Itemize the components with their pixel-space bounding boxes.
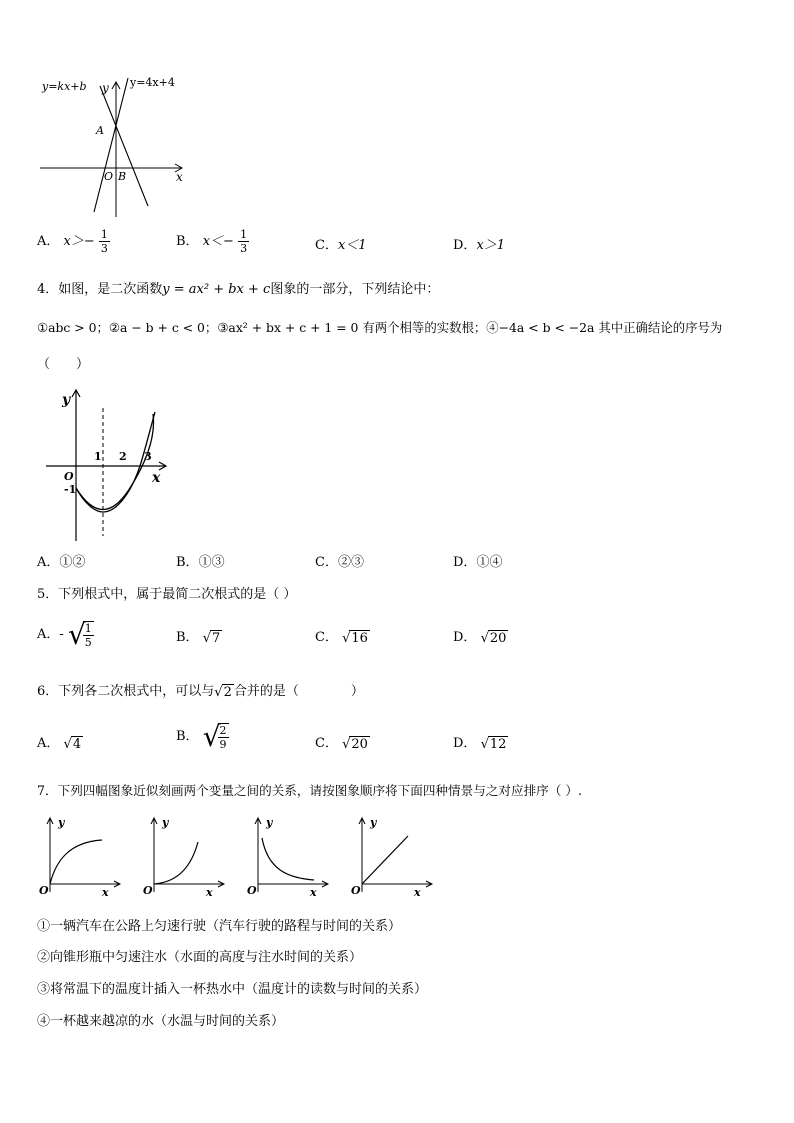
q7-g1-o: O (39, 884, 49, 897)
q7-g3-x: x (310, 886, 317, 898)
q7-scenario-2: ②向锥形瓶中匀速注水（水面的高度与注水时间的关系） (37, 950, 363, 965)
q7-graph-4 (348, 812, 438, 898)
q7-g3-y: y (266, 816, 273, 829)
q6-option-b: B． √ $\frac{2}{9}$ (176, 720, 227, 753)
q4-option-b: B．①③ (176, 555, 225, 570)
q4-option-a: A．①② (37, 555, 86, 570)
q7-g1-y: y (58, 816, 65, 829)
q7-graph-1 (36, 812, 126, 898)
q7-g3-o: O (247, 884, 257, 897)
q7-scenario-4: ④一杯越来越凉的水（水温与时间的关系） (37, 1014, 285, 1029)
q5-stem: 5．下列根式中，属于最简二次根式的是（ ） (37, 587, 297, 602)
q4-tick-2: 2 (119, 450, 127, 463)
q3-point-o: O (104, 170, 114, 183)
q3-label-kxb: y=kx+b (42, 80, 87, 93)
q3-axis-x: x (176, 170, 183, 184)
q3-label-4x4: y=4x+4 (130, 76, 175, 89)
q4-option-c: C．②③ (315, 555, 364, 570)
q5-option-c: C． √16 (315, 630, 368, 646)
q3-option-c: C．x＜1 (315, 238, 367, 253)
q3-graph (36, 72, 196, 222)
q4-graph (40, 386, 175, 546)
q7-graph-3 (244, 812, 334, 898)
q6-option-a: A． √4 (37, 736, 82, 752)
q4-option-d: D．①④ (453, 555, 503, 570)
q7-scenario-1: ①一辆汽车在公路上匀速行驶（汽车行驶的路程与时间的关系） (37, 919, 402, 934)
q4-stem-line1: 4．如图，是二次函数y = ax² + bx + c图象的一部分，下列结论中： (37, 282, 440, 297)
q7-scenario-3: ③将常温下的温度计插入一杯热水中（温度计的读数与时间的关系） (37, 982, 428, 997)
q6-option-c: C． √20 (315, 736, 368, 752)
q4-tick-3: 3 (144, 450, 152, 463)
q4-stem-line3: （ ） (37, 357, 90, 372)
q7-g2-x: x (206, 886, 213, 898)
q7-g4-y: y (370, 816, 377, 829)
q5-option-d: D． √20 (453, 630, 507, 646)
q3-option-a: A． x＞− $\frac{1}{3}$ (37, 228, 108, 255)
q6-stem: 6．下列各二次根式中，可以与√2 合并的是（ ） (37, 684, 364, 700)
q4-tick-1: 1 (94, 450, 102, 463)
q4-origin: O (64, 470, 74, 483)
q7-g2-o: O (143, 884, 153, 897)
q4-stem-line2: ①abc > 0；②a − b + c < 0；③ax² + bx + c + 1 = 0 有两个相等的实数根；④−4a < b < −2a 其中正确结论的序号为 (37, 320, 723, 335)
q4-axis-x: x (152, 470, 161, 486)
q7-graph-2 (140, 812, 230, 898)
q3-point-b: B (118, 170, 127, 183)
q3-option-b: B． x＜− $\frac{1}{3}$ (176, 228, 248, 255)
q6-option-d: D． √12 (453, 736, 507, 752)
q5-option-b: B． √7 (176, 630, 221, 646)
q4-tick-neg1: -1 (64, 483, 77, 496)
q7-stem: 7．下列四幅图象近似刻画两个变量之间的关系，请按图象顺序将下面四种情景与之对应排序（ ）. (37, 783, 582, 798)
q3-axis-y: y (102, 81, 109, 95)
q7-g1-x: x (102, 886, 109, 898)
q7-g4-o: O (351, 884, 361, 897)
q3-point-a: A (96, 124, 104, 137)
q5-option-a: A．- √ $\frac{1}{5}$ (37, 618, 92, 651)
q4-axis-y: y (62, 392, 71, 408)
q3-option-d: D．x＞1 (453, 238, 506, 253)
q7-g4-x: x (414, 886, 421, 898)
q7-g2-y: y (162, 816, 169, 829)
